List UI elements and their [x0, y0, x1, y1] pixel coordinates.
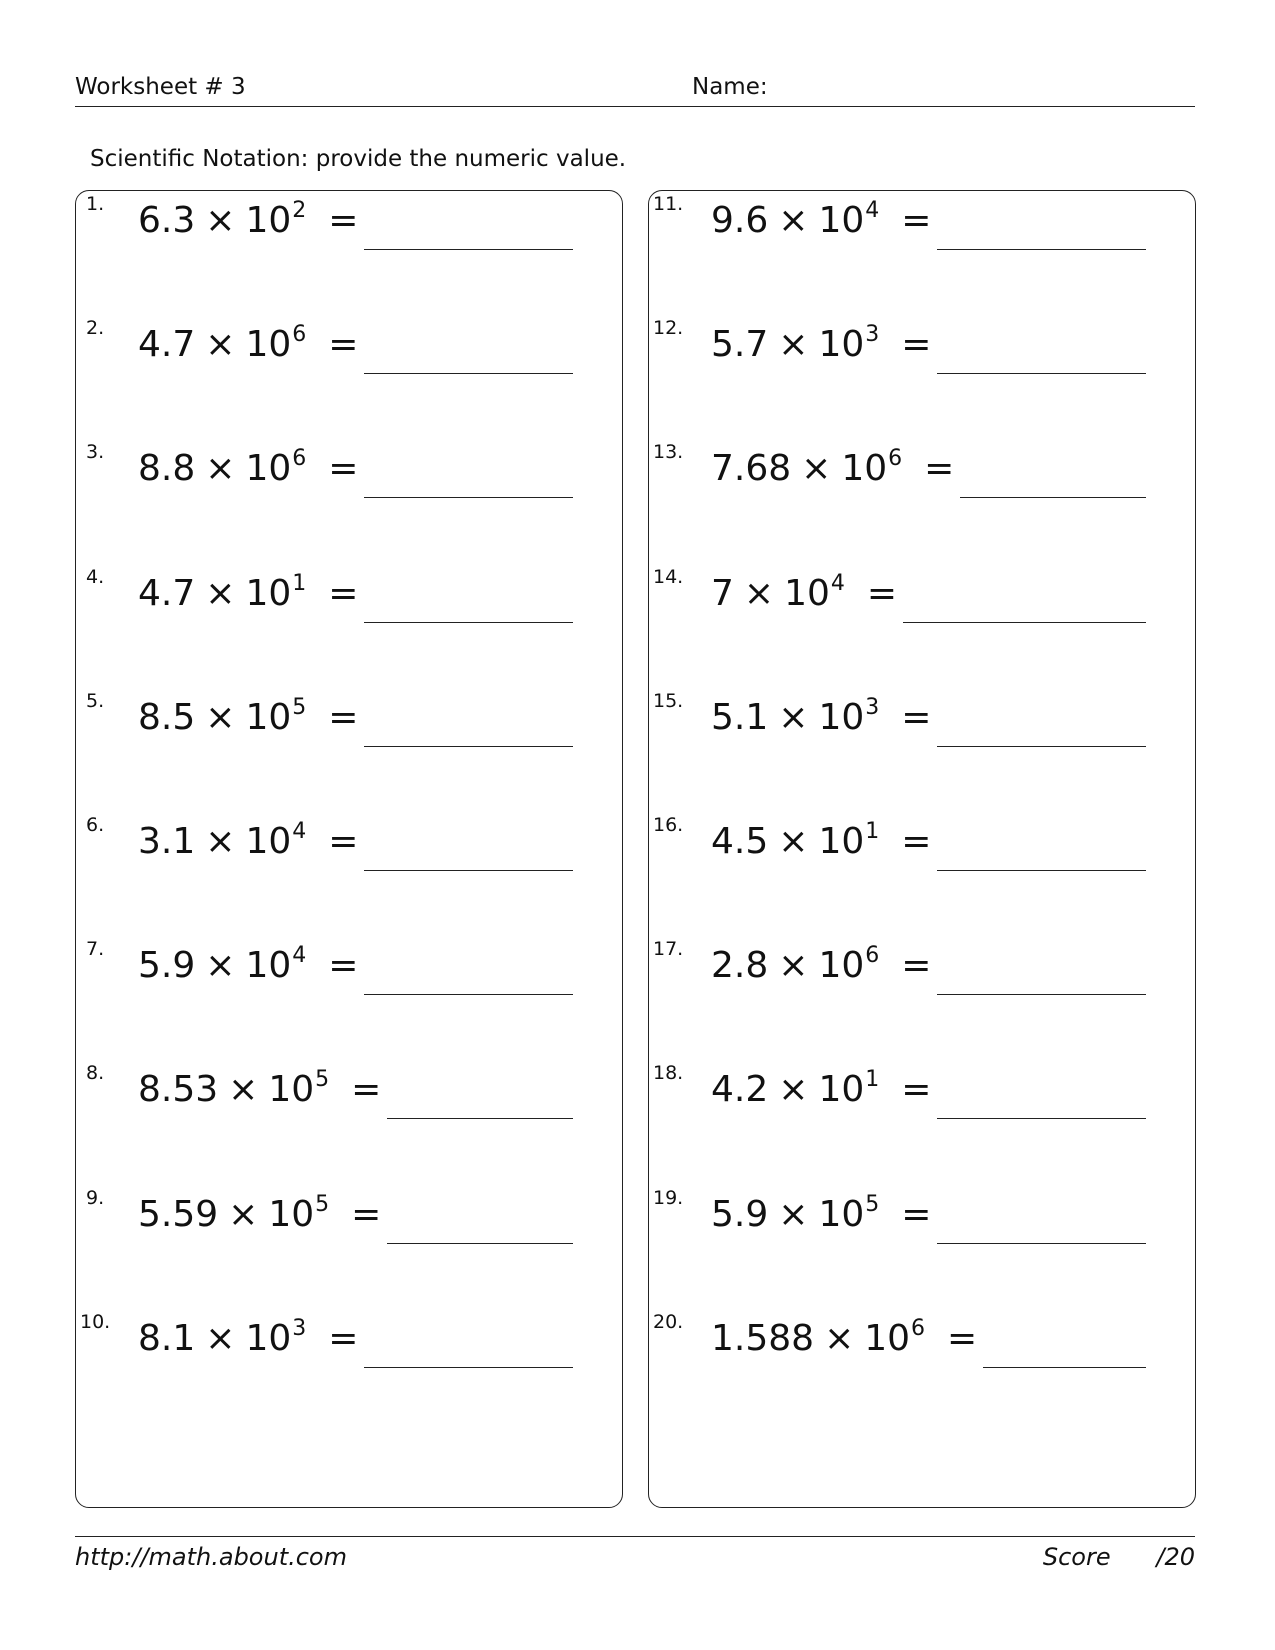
base: 10 — [818, 945, 865, 987]
exponent: 1 — [865, 819, 880, 844]
answer-blank[interactable] — [387, 1080, 573, 1119]
base: 10 — [818, 1069, 865, 1111]
answer-blank[interactable] — [937, 832, 1146, 871]
answer-blank[interactable] — [937, 211, 1146, 250]
answer-blank[interactable] — [364, 459, 573, 498]
problem-number: 19. — [653, 1186, 684, 1209]
problem-number: 10. — [80, 1310, 111, 1333]
problem-number: 15. — [653, 689, 684, 712]
equals-sign: = — [901, 821, 932, 862]
problem-expression — [138, 1066, 573, 1119]
problem-number: 9. — [86, 1186, 105, 1209]
answer-blank[interactable] — [364, 335, 573, 374]
exponent: 6 — [911, 1315, 926, 1341]
answer-blank[interactable] — [364, 832, 573, 871]
problem-expression — [711, 694, 1146, 747]
base: 10 — [818, 200, 865, 241]
base: 10 — [245, 448, 292, 490]
problem-number: 1. — [86, 193, 105, 215]
footer — [75, 1536, 1195, 1571]
coefficient: 5.59 — [138, 1193, 219, 1235]
equals-sign: = — [901, 1069, 932, 1111]
problem-item — [649, 191, 1197, 251]
equals-sign: = — [947, 1317, 978, 1359]
problem-item — [76, 439, 624, 499]
equals-sign: = — [328, 448, 359, 490]
problem-number: 13. — [653, 441, 684, 464]
answer-blank[interactable] — [937, 708, 1146, 747]
problem-item — [76, 1309, 624, 1369]
problem-number: 7. — [86, 938, 105, 961]
problem-expression — [138, 694, 573, 747]
answer-blank[interactable] — [387, 1205, 573, 1244]
coefficient: 4.5 — [711, 821, 769, 862]
problem-expression — [711, 445, 1146, 498]
equals-sign: = — [328, 1317, 359, 1359]
problem-expression — [138, 818, 573, 871]
times-sign: × — [205, 572, 236, 614]
answer-blank[interactable] — [937, 1205, 1146, 1244]
coefficient: 5.1 — [711, 696, 769, 738]
name-label: Name: — [692, 74, 768, 100]
coefficient: 8.8 — [138, 448, 196, 490]
problem-item — [649, 315, 1197, 375]
base: 10 — [245, 696, 292, 738]
problem-item — [76, 1185, 624, 1245]
times-sign: × — [205, 696, 236, 738]
exponent: 5 — [315, 1067, 330, 1093]
coefficient: 6.3 — [138, 200, 196, 241]
answer-blank[interactable] — [937, 335, 1146, 374]
instructions: Scientific Notation: provide the numeric value. — [90, 146, 627, 172]
problem-number: 6. — [86, 814, 105, 836]
coefficient: 4.7 — [138, 572, 196, 614]
exponent: 5 — [315, 1191, 330, 1217]
times-sign: × — [228, 1069, 259, 1111]
problem-expression — [711, 1191, 1146, 1244]
problem-number: 2. — [86, 317, 105, 340]
base: 10 — [818, 696, 865, 738]
problem-expression — [138, 197, 573, 250]
coefficient: 5.9 — [138, 945, 196, 987]
exponent: 1 — [292, 570, 307, 596]
times-sign: × — [743, 572, 775, 614]
times-sign: × — [205, 821, 236, 862]
equals-sign: = — [328, 945, 359, 987]
answer-blank[interactable] — [937, 956, 1146, 995]
problem-item — [649, 1060, 1197, 1120]
problem-expression — [138, 321, 573, 374]
problem-number: 18. — [653, 1062, 684, 1085]
problem-item — [76, 936, 624, 996]
problem-expression — [711, 1066, 1146, 1119]
problem-number: 14. — [653, 565, 684, 588]
exponent: 6 — [888, 446, 903, 472]
exponent: 6 — [292, 322, 307, 348]
coefficient: 4.7 — [138, 324, 196, 366]
problem-expression — [138, 1191, 573, 1244]
problem-number: 12. — [653, 317, 684, 340]
base: 10 — [864, 1317, 911, 1359]
problem-item — [649, 1185, 1197, 1245]
problem-item — [76, 315, 624, 375]
equals-sign: = — [901, 324, 932, 366]
exponent: 3 — [292, 1315, 307, 1341]
answer-blank[interactable] — [937, 1080, 1146, 1119]
problem-item — [76, 1060, 624, 1120]
problem-item — [649, 564, 1197, 624]
exponent: 1 — [865, 1067, 880, 1093]
equals-sign: = — [328, 200, 359, 241]
times-sign: × — [778, 821, 809, 862]
times-sign: × — [824, 1317, 855, 1359]
base: 10 — [268, 1193, 315, 1235]
exponent: 4 — [292, 819, 307, 844]
exponent: 3 — [865, 694, 880, 720]
base: 10 — [818, 821, 865, 862]
times-sign: × — [205, 448, 236, 490]
coefficient: 5.7 — [711, 324, 769, 366]
problem-expression — [711, 570, 1146, 623]
equals-sign: = — [328, 324, 359, 366]
answer-blank[interactable] — [960, 459, 1146, 498]
exponent: 2 — [292, 198, 307, 223]
problem-item — [649, 1309, 1197, 1369]
coefficient: 8.5 — [138, 696, 196, 738]
problem-expression — [138, 1315, 573, 1368]
problem-expression — [711, 321, 1146, 374]
answer-blank[interactable] — [364, 584, 573, 623]
times-sign: × — [205, 200, 236, 241]
exponent: 4 — [292, 943, 307, 969]
base: 10 — [245, 821, 292, 862]
problem-expression — [138, 942, 573, 995]
base: 10 — [268, 1069, 315, 1111]
equals-sign: = — [924, 448, 955, 490]
answer-blank[interactable] — [364, 956, 573, 995]
times-sign: × — [801, 448, 832, 490]
times-sign: × — [778, 1069, 809, 1111]
worksheet-title: Worksheet # 3 — [75, 74, 246, 100]
exponent: 4 — [830, 570, 845, 596]
exponent: 6 — [292, 446, 307, 472]
problem-number: 5. — [86, 689, 105, 712]
problem-number: 8. — [86, 1062, 105, 1085]
times-sign: × — [778, 324, 809, 366]
times-sign: × — [205, 324, 236, 366]
coefficient: 5.9 — [711, 1193, 769, 1235]
problem-expression — [711, 197, 1146, 250]
times-sign: × — [778, 696, 809, 738]
problem-number: 16. — [653, 814, 684, 836]
equals-sign: = — [351, 1069, 382, 1111]
exponent: 5 — [865, 1191, 880, 1217]
problem-number: 4. — [86, 565, 105, 588]
answer-blank[interactable] — [983, 1329, 1146, 1368]
base: 10 — [245, 324, 292, 366]
base: 10 — [245, 1317, 292, 1359]
exponent: 4 — [865, 198, 880, 223]
problem-expression — [138, 570, 573, 623]
coefficient: 8.53 — [138, 1069, 219, 1111]
base: 10 — [784, 572, 830, 614]
coefficient: 9.6 — [711, 200, 769, 241]
equals-sign: = — [901, 696, 932, 738]
coefficient: 1.588 — [711, 1317, 815, 1359]
exponent: 5 — [292, 694, 307, 720]
problem-expression — [711, 1315, 1146, 1368]
coefficient: 2.8 — [711, 945, 769, 987]
footer-url: http://math.about.com — [75, 1543, 347, 1571]
times-sign: × — [228, 1193, 259, 1235]
base: 10 — [245, 200, 292, 241]
coefficient: 3.1 — [138, 821, 196, 862]
equals-sign: = — [901, 200, 932, 241]
problem-number: 11. — [653, 193, 684, 215]
answer-blank[interactable] — [364, 211, 573, 250]
times-sign: × — [778, 1193, 809, 1235]
problem-expression — [711, 942, 1146, 995]
problem-panel-right — [648, 190, 1196, 1508]
problem-item — [76, 688, 624, 748]
coefficient: 8.1 — [138, 1317, 196, 1359]
problem-item — [76, 812, 624, 872]
problem-expression — [138, 445, 573, 498]
exponent: 6 — [865, 943, 880, 969]
base: 10 — [245, 945, 292, 987]
equals-sign: = — [328, 821, 359, 862]
coefficient: 4.2 — [711, 1069, 769, 1111]
coefficient: 7.68 — [711, 448, 792, 490]
equals-sign: = — [901, 945, 932, 987]
equals-sign: = — [901, 1193, 932, 1235]
problem-item — [76, 191, 624, 251]
problem-item — [649, 812, 1197, 872]
answer-blank[interactable] — [364, 1329, 573, 1368]
times-sign: × — [205, 945, 236, 987]
times-sign: × — [778, 945, 809, 987]
problem-item — [649, 439, 1197, 499]
problem-panel-left — [75, 190, 623, 1508]
base: 10 — [818, 324, 865, 366]
equals-sign: = — [328, 696, 359, 738]
problem-item — [649, 936, 1197, 996]
times-sign: × — [205, 1317, 236, 1359]
problem-item — [649, 688, 1197, 748]
problem-item — [76, 564, 624, 624]
score-label: Score /20 — [1042, 1543, 1195, 1571]
answer-blank[interactable] — [364, 708, 573, 747]
problem-number: 17. — [653, 938, 684, 961]
coefficient: 7 — [711, 572, 734, 614]
problem-expression — [711, 818, 1146, 871]
equals-sign: = — [351, 1193, 382, 1235]
base: 10 — [841, 448, 888, 490]
exponent: 3 — [865, 322, 880, 348]
times-sign: × — [778, 200, 809, 241]
equals-sign: = — [866, 572, 898, 614]
answer-blank[interactable] — [903, 584, 1146, 623]
worksheet-header — [75, 74, 1195, 107]
equals-sign: = — [328, 572, 359, 614]
problem-number: 3. — [86, 441, 105, 464]
base: 10 — [818, 1193, 865, 1235]
base: 10 — [245, 572, 292, 614]
problem-number: 20. — [653, 1310, 684, 1333]
